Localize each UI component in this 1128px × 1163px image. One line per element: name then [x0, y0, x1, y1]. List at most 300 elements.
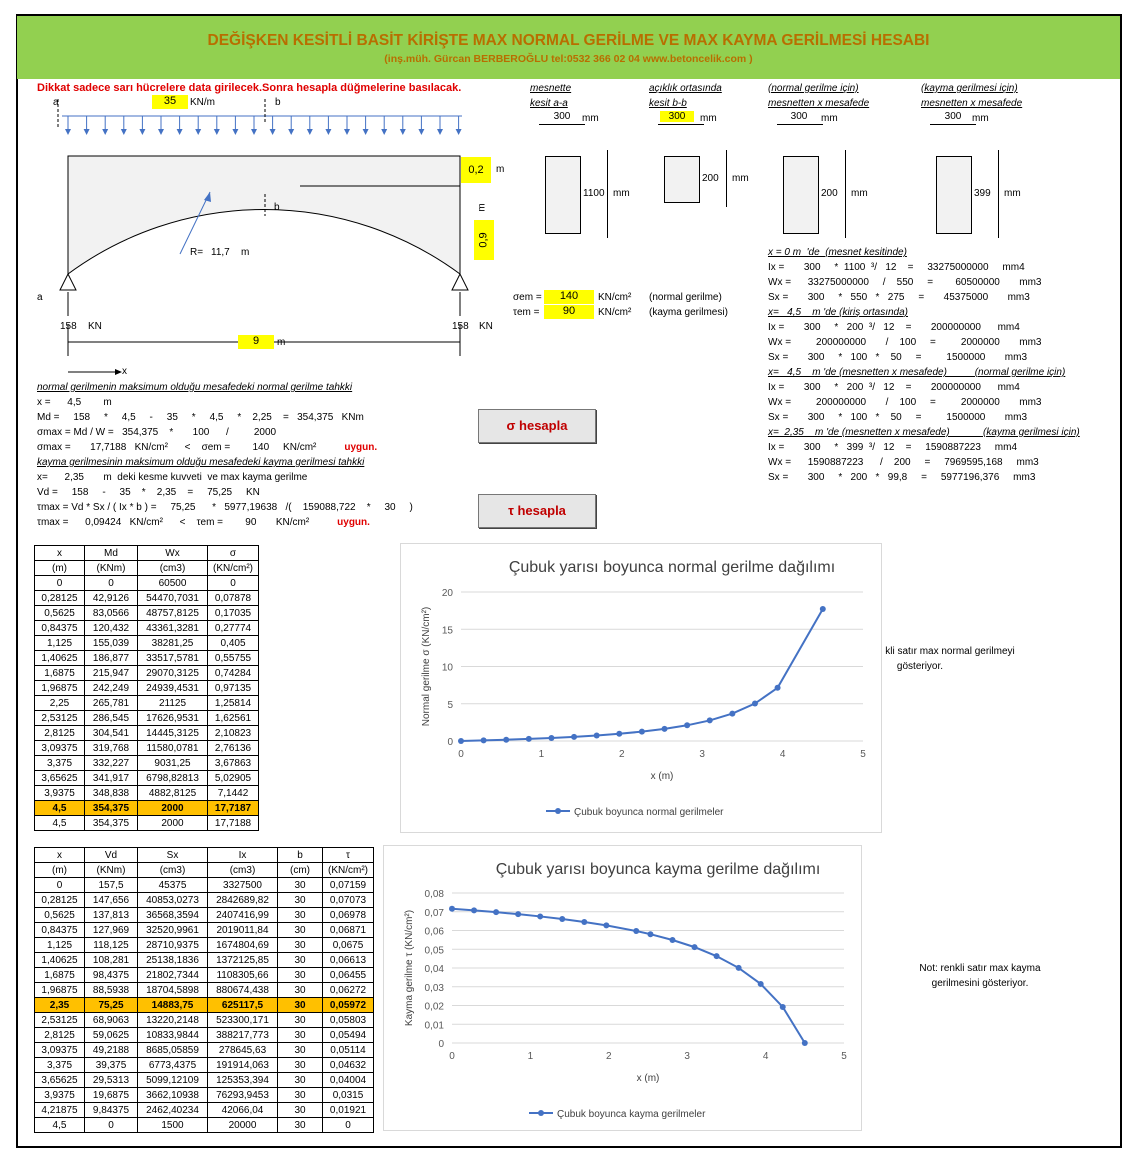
span-unit: m: [277, 337, 286, 348]
data-point: [481, 737, 487, 743]
normal-stress-table: [34, 545, 259, 831]
table-cell: 388217,773: [208, 1028, 278, 1043]
table-row: [35, 1013, 374, 1028]
data-point: [449, 906, 455, 912]
table-cell: 120,432: [85, 621, 138, 636]
table-cell: 265,781: [85, 696, 138, 711]
section-calc-line-15: [768, 472, 1035, 483]
note-normal-line2: gösteriyor.: [896, 661, 944, 672]
table-row: [35, 1043, 374, 1058]
load-arrowhead-icon: [139, 129, 145, 135]
stress-calc-line-9: [37, 517, 370, 528]
table-cell: 147,656: [85, 893, 138, 908]
section-calc-line-10: [768, 397, 1041, 408]
section-calc-text-14: Wx = 1590887223 / 200 = 7969595,168 mm3: [768, 457, 1039, 468]
data-point: [647, 931, 653, 937]
header-banner: [17, 16, 1120, 79]
table-cell: 4,21875: [35, 1103, 85, 1118]
table-cell: (KNm): [85, 863, 138, 878]
table-row: [35, 621, 259, 636]
section-width-dim-0: [539, 124, 585, 125]
section-calc-line-2: [768, 277, 1042, 288]
reaction-left-unit: KN: [88, 321, 102, 332]
table-cell: 0,05494: [323, 1028, 374, 1043]
table-cell: 42066,04: [208, 1103, 278, 1118]
load-input[interactable]: 35: [152, 95, 188, 109]
table-cell: (m): [35, 863, 85, 878]
table-cell: 125353,394: [208, 1073, 278, 1088]
table-row: [35, 908, 374, 923]
data-point: [707, 717, 713, 723]
reaction-left-value: 158: [60, 321, 77, 332]
depth-mid-value: 0,9: [477, 232, 490, 248]
table-cell: 2,76136: [208, 741, 259, 756]
load-arrowhead-icon: [288, 129, 294, 135]
stress-calc-line-1: [37, 397, 112, 408]
table-row: [35, 878, 374, 893]
stress-calc-line-2: [37, 412, 364, 423]
x-tick-label: 4: [779, 749, 786, 760]
sigma-calculate-button[interactable]: σ hesapla: [478, 409, 596, 443]
table-row: [35, 893, 374, 908]
section-calc-line-14: [768, 457, 1039, 468]
table-cell: 1,96875: [35, 681, 85, 696]
section-width-unit-2: mm: [821, 113, 838, 124]
table-cell: 49,2188: [85, 1043, 138, 1058]
data-point: [633, 928, 639, 934]
section-calc-text-4: x= 4,5 m 'de (kiriş ortasında): [768, 307, 909, 318]
table-cell: 4,5: [35, 1118, 85, 1133]
table-row: [35, 938, 374, 953]
table-cell: 2,35: [35, 998, 85, 1013]
table-cell: 0: [208, 576, 259, 591]
table-cell: 30: [278, 1013, 323, 1028]
allow-sigma-label: σem =: [513, 292, 542, 303]
section-calc-text-15: Sx = 300 * 200 * 99,8 = 5977196,376 mm3: [768, 472, 1036, 483]
table-row: [35, 801, 259, 816]
data-point: [714, 953, 720, 959]
section-height-dim-3: [998, 150, 999, 238]
allow-tau-unit: KN/cm²: [598, 307, 632, 318]
table-cell: 30: [278, 1073, 323, 1088]
x-axis-label: x (m): [650, 771, 674, 782]
table-row: [35, 953, 374, 968]
data-point: [775, 685, 781, 691]
table-cell: 0,84375: [35, 923, 85, 938]
table-cell: 33517,5781: [138, 651, 208, 666]
table-cell: 191914,063: [208, 1058, 278, 1073]
table-cell: 127,969: [85, 923, 138, 938]
table-cell: 29,5313: [85, 1073, 138, 1088]
section-width-unit-0: mm: [582, 113, 599, 124]
allow-sigma-note: (normal gerilme): [649, 292, 722, 303]
table-row: [35, 711, 259, 726]
section-calc-text-12: x= 2,35 m 'de (mesnetten x mesafede) (kayma gerilmesi için): [768, 427, 1080, 438]
table-cell: 13220,2148: [138, 1013, 208, 1028]
table-cell: 21802,7344: [138, 968, 208, 983]
table-cell: 29070,3125: [138, 666, 208, 681]
span-input[interactable]: 9: [238, 335, 274, 349]
table-cell: 9031,25: [138, 756, 208, 771]
page-title: DEĞİŞKEN KESİTLİ BASİT KİRİŞTE MAX NORMAL GERİLME VE MAX KAYMA GERİLMESİ HESABI: [207, 32, 930, 49]
section-rect-2: [783, 156, 819, 234]
table-cell: 10833,9844: [138, 1028, 208, 1043]
stress-calc-text-8: τmax = Vd * Sx / ( Ix * b ) = 75,25 * 5977,19638 /( 159088,722 * 30 ): [37, 502, 413, 513]
table-cell: 68,9063: [85, 1013, 138, 1028]
shear-stress-chart: [383, 845, 862, 1131]
table-cell: x: [35, 848, 85, 863]
table-cell: 54470,7031: [138, 591, 208, 606]
table-row: [35, 1073, 374, 1088]
table-cell: 1108305,66: [208, 968, 278, 983]
data-point: [503, 737, 509, 743]
table-cell: 2000: [138, 801, 208, 816]
table-cell: 76293,9453: [208, 1088, 278, 1103]
support-left-icon: [60, 274, 76, 290]
table-cell: 2407416,99: [208, 908, 278, 923]
stress-calc-text-7: Vd = 158 - 35 * 2,35 = 75,25 KN: [37, 487, 260, 498]
table-cell: 39,375: [85, 1058, 138, 1073]
data-point: [662, 726, 668, 732]
table-cell: b: [278, 848, 323, 863]
y-tick-label: 0,01: [424, 1020, 444, 1032]
stress-calc-text-9: τmax = 0,09424 KN/cm² < τem = 90 KN/cm²: [37, 517, 310, 528]
y-tick-label: 0,08: [424, 889, 444, 900]
x-axis-label: x: [122, 366, 127, 377]
table-cell: 14445,3125: [138, 726, 208, 741]
allow-sigma-input[interactable]: 140: [544, 290, 594, 304]
section-height-dim-0: [607, 150, 608, 238]
label-a-top: a: [53, 97, 59, 108]
section-calc-text-11: Sx = 300 * 100 * 50 = 1500000 mm3: [768, 412, 1028, 423]
table-cell: 30: [278, 908, 323, 923]
x-tick-label: 2: [606, 1051, 612, 1062]
load-arrowhead-icon: [195, 129, 201, 135]
chart-title: Çubuk yarısı boyunca normal gerilme dağılımı: [508, 559, 836, 576]
table-cell: 1,6875: [35, 968, 85, 983]
table-cell: 3,67863: [208, 756, 259, 771]
x-axis-arrowhead-icon: [115, 369, 122, 375]
depth-top-unit: m: [496, 164, 505, 175]
table-cell: 88,5938: [85, 983, 138, 998]
reaction-right-unit: KN: [479, 321, 493, 332]
section-rect-0: [545, 156, 581, 234]
data-point: [594, 732, 600, 738]
check-result-4: uygun.: [344, 442, 378, 453]
table-cell: 0,27774: [208, 621, 259, 636]
table-cell: 286,545: [85, 711, 138, 726]
table-cell: 0,05114: [323, 1043, 374, 1058]
section-calc-line-0: [768, 247, 907, 258]
table-row: [35, 998, 374, 1013]
table-cell: Sx: [138, 848, 208, 863]
section-width-dim-3: [930, 124, 976, 125]
table-cell: 2,10823: [208, 726, 259, 741]
table-row: [35, 681, 259, 696]
table-cell: 354,375: [85, 816, 138, 831]
x-tick-label: 1: [527, 1051, 534, 1062]
table-cell: 40853,0273: [138, 893, 208, 908]
legend-label: Çubuk boyunca normal gerilmeler: [574, 807, 724, 818]
section-height-2: 200: [821, 188, 838, 199]
table-cell: 0,06455: [323, 968, 374, 983]
table-cell: 98,4375: [85, 968, 138, 983]
section-height-dim-1: [726, 150, 727, 207]
table-cell: 32520,9961: [138, 923, 208, 938]
stress-calc-text-1: x = 4,5 m: [37, 397, 112, 408]
table-cell: 1500: [138, 1118, 208, 1133]
x-tick-label: 3: [699, 749, 705, 760]
table-header-row: [35, 546, 259, 561]
y-tick-label: 20: [441, 588, 453, 599]
table-cell: 17,7188: [208, 816, 259, 831]
section-title-0: mesnette: [530, 83, 572, 94]
table-row: [35, 923, 374, 938]
section-title-3: (kayma gerilmesi için): [921, 83, 1018, 94]
table-cell: 59,0625: [85, 1028, 138, 1043]
x-tick-label: 5: [860, 749, 866, 760]
load-arrowhead-icon: [214, 129, 220, 135]
note-normal-line1: kli satır max normal gerilmeyi: [885, 646, 1015, 657]
data-point: [736, 965, 742, 971]
stress-calc-line-3: [37, 427, 276, 438]
table-cell: 3,375: [35, 756, 85, 771]
x-tick-label: 3: [684, 1051, 690, 1062]
section-height-unit-3: mm: [1004, 188, 1021, 199]
table-cell: 2,25: [35, 696, 85, 711]
load-arrowhead-icon: [456, 129, 462, 135]
table-cell: 186,877: [85, 651, 138, 666]
stress-calc-text-5: kayma gerilmesinin maksimum olduğu mesafedeki kayma gerilmesi tahkki: [37, 457, 365, 468]
data-point: [802, 1040, 808, 1046]
table-cell: 332,227: [85, 756, 138, 771]
section-height-unit-0: mm: [613, 188, 630, 199]
table-cell: 0,28125: [35, 591, 85, 606]
load-arrowhead-icon: [270, 129, 276, 135]
label-b-mid: b: [274, 202, 280, 213]
data-point: [526, 736, 532, 742]
y-axis-label: Normal gerilme σ (KN/cm²): [421, 606, 432, 727]
tau-calculate-button[interactable]: τ hesapla: [478, 494, 596, 528]
load-arrowhead-icon: [158, 129, 164, 135]
section-calc-text-1: Ix = 300 * 1100 ³/ 12 = 33275000000 mm4: [768, 262, 1025, 273]
section-rect-3: [936, 156, 972, 234]
section-width-dim-2: [777, 124, 823, 125]
stress-calc-text-3: σmax = Md / W = 354,375 * 100 / 2000: [37, 427, 277, 438]
section-calc-line-7: [768, 352, 1027, 363]
stress-calc-line-0: [37, 382, 352, 393]
table-cell: 30: [278, 1103, 323, 1118]
section-subtitle-1: kesit b-b: [649, 98, 687, 109]
y-tick-label: 0,07: [424, 907, 444, 919]
table-cell: Vd: [85, 848, 138, 863]
stress-calc-line-6: [37, 472, 307, 483]
table-cell: 2,8125: [35, 726, 85, 741]
table-cell: 880674,438: [208, 983, 278, 998]
stress-calc-text-0: normal gerilmenin maksimum olduğu mesafedeki normal gerilme tahkki: [37, 382, 353, 393]
table-row: [35, 666, 259, 681]
table-cell: 2842689,82: [208, 893, 278, 908]
series-line: [452, 909, 805, 1043]
data-point: [616, 731, 622, 737]
table-cell: Ix: [208, 848, 278, 863]
table-row: [35, 1058, 374, 1073]
load-arrowhead-icon: [400, 129, 406, 135]
y-tick-label: 0,04: [424, 964, 444, 975]
table-cell: 30: [278, 938, 323, 953]
table-cell: 2,8125: [35, 1028, 85, 1043]
table-cell: σ: [208, 546, 259, 561]
section-height-dim-2: [845, 150, 846, 238]
table-row: [35, 786, 259, 801]
table-cell: 1372125,85: [208, 953, 278, 968]
table-cell: 0,06978: [323, 908, 374, 923]
section-width-unit-1: mm: [700, 113, 717, 124]
radius-label: R=: [190, 247, 204, 258]
y-tick-label: 0,03: [424, 982, 444, 994]
table-cell: 0,06613: [323, 953, 374, 968]
y-tick-label: 0: [447, 737, 453, 748]
load-arrowhead-icon: [363, 129, 369, 135]
table-cell: 0,74284: [208, 666, 259, 681]
data-point: [670, 937, 676, 943]
section-calc-text-13: Ix = 300 * 399 ³/ 12 = 1590887223 mm4: [768, 442, 1018, 453]
table-cell: 304,541: [85, 726, 138, 741]
table-cell: 0: [35, 576, 85, 591]
stress-calc-text-4: σmax = 17,7188 KN/cm² < σem = 140 KN/cm²: [37, 442, 317, 453]
depth-top-input[interactable]: 0,2: [461, 157, 491, 183]
table-cell: 2462,40234: [138, 1103, 208, 1118]
section-calc-line-4: [768, 307, 908, 318]
table-cell: 14883,75: [138, 998, 208, 1013]
section-calc-line-13: [768, 442, 1017, 453]
load-arrowhead-icon: [437, 129, 443, 135]
label-b-top: b: [275, 97, 281, 108]
note-shear-line2: gerilmesini gösteriyor.: [931, 978, 1029, 989]
legend-marker: [538, 1110, 544, 1116]
load-unit: KN/m: [190, 97, 215, 108]
y-tick-label: 0,05: [424, 945, 444, 957]
allow-tau-input[interactable]: 90: [544, 305, 594, 319]
load-arrowhead-icon: [121, 129, 127, 135]
table-cell: 523300,171: [208, 1013, 278, 1028]
table-cell: 30: [278, 1058, 323, 1073]
section-width-unit-3: mm: [972, 113, 989, 124]
y-axis-label: Kayma gerilme τ (KN/cm²): [404, 909, 415, 1027]
load-arrowhead-icon: [232, 129, 238, 135]
section-height-1: 200: [702, 172, 719, 184]
table-cell: 30: [278, 923, 323, 938]
table-cell: 6798,82813: [138, 771, 208, 786]
table-cell: 1,62561: [208, 711, 259, 726]
table-row: [35, 606, 259, 621]
table-cell: 1,96875: [35, 983, 85, 998]
table-cell: 3,09375: [35, 741, 85, 756]
table-row: [35, 983, 374, 998]
table-cell: 354,375: [85, 801, 138, 816]
table-cell: 0,5625: [35, 606, 85, 621]
table-cell: 0,04632: [323, 1058, 374, 1073]
data-point: [780, 1004, 786, 1010]
table-cell: 7,1442: [208, 786, 259, 801]
table-cell: 0: [85, 576, 138, 591]
table-cell: 30: [278, 1118, 323, 1133]
table-cell: 0,28125: [35, 893, 85, 908]
table-cell: 2000: [138, 816, 208, 831]
table-cell: 0: [35, 878, 85, 893]
table-cell: 1,6875: [35, 666, 85, 681]
table-cell: 0,0315: [323, 1088, 374, 1103]
table-cell: (KN/cm²): [323, 863, 374, 878]
data-point: [820, 606, 826, 612]
data-point: [559, 916, 565, 922]
stress-calc-line-5: [37, 457, 364, 468]
table-cell: 30: [278, 893, 323, 908]
section-height-3: 399: [974, 188, 991, 199]
stress-calc-text-6: x= 2,35 m deki kesme kuvveti ve max kayma gerilme: [37, 472, 308, 483]
table-cell: 0,07159: [323, 878, 374, 893]
table-cell: 30: [278, 1028, 323, 1043]
table-row: [35, 576, 259, 591]
load-arrowhead-icon: [418, 129, 424, 135]
data-point: [493, 909, 499, 915]
table-cell: 36568,3594: [138, 908, 208, 923]
table-cell: 83,0566: [85, 606, 138, 621]
table-cell: 108,281: [85, 953, 138, 968]
table-cell: 30: [278, 878, 323, 893]
depth-mid-input[interactable]: [474, 220, 494, 260]
table-cell: 0,5625: [35, 908, 85, 923]
shear-stress-chart-svg: [384, 846, 861, 1130]
table-cell: 1674804,69: [208, 938, 278, 953]
section-height-unit-2: mm: [851, 188, 868, 199]
table-cell: 17626,9531: [138, 711, 208, 726]
section-calc-line-12: [768, 427, 1080, 438]
y-tick-label: 10: [441, 662, 453, 674]
section-calc-line-8: [768, 367, 1065, 378]
data-point: [639, 729, 645, 735]
table-cell: 2,53125: [35, 1013, 85, 1028]
table-cell: (KNm): [85, 561, 138, 576]
section-width-1[interactable]: 300: [660, 111, 694, 122]
radius-unit: m: [241, 247, 250, 258]
table-cell: 19,6875: [85, 1088, 138, 1103]
stress-calc-line-4: [37, 442, 377, 453]
legend-marker: [555, 808, 561, 814]
table-cell: 215,947: [85, 666, 138, 681]
table-cell: τ: [323, 848, 374, 863]
note-shear-line1: Not: renkli satır max kayma: [919, 963, 1041, 974]
table-cell: 75,25: [85, 998, 138, 1013]
legend-label: Çubuk boyunca kayma gerilmeler: [557, 1109, 706, 1120]
table-cell: 278645,63: [208, 1043, 278, 1058]
table-cell: 242,249: [85, 681, 138, 696]
normal-stress-chart: [400, 543, 882, 833]
table-cell: 0,17035: [208, 606, 259, 621]
table-cell: Wx: [138, 546, 208, 561]
page-subtitle: (inş.müh. Gürcan BERBEROĞLU tel:0532 366 02 04 www.betoncelik.com ): [384, 53, 753, 65]
table-cell: 5099,12109: [138, 1073, 208, 1088]
allow-tau-label: τem =: [513, 307, 540, 318]
y-tick-label: 0,06: [424, 926, 444, 938]
table-cell: (cm): [278, 863, 323, 878]
y-tick-label: 0,02: [424, 1001, 444, 1013]
table-cell: 60500: [138, 576, 208, 591]
x-tick-label: 4: [762, 1051, 769, 1062]
check-result-9: uygun.: [337, 517, 370, 528]
table-row: [35, 726, 259, 741]
table-cell: 4,5: [35, 816, 85, 831]
